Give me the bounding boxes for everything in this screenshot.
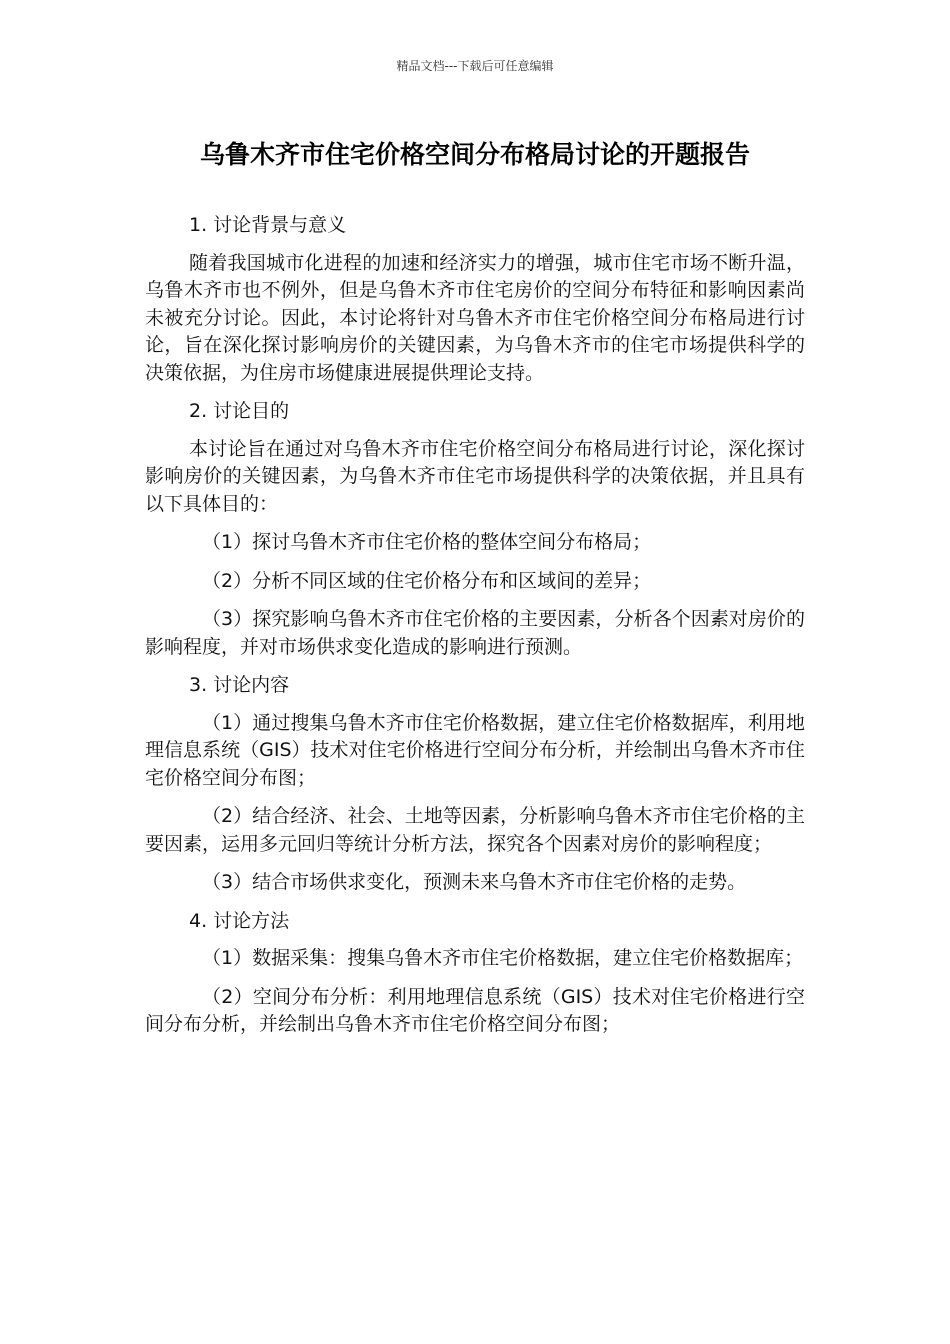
section-heading-content: 3. 讨论内容 — [189, 674, 290, 696]
list-item-purpose-3: （3）探究影响乌鲁木齐市住宅价格的主要因素，分析各个因素对房价的影响程度，并对市场供求变化造成的影响进行预测。 — [145, 608, 805, 658]
document-title: 乌鲁木齐市住宅价格空间分布格局讨论的开题报告 — [199, 140, 750, 169]
list-item-method-1: （1）数据采集：搜集乌鲁木齐市住宅价格数据，建立住宅价格数据库； — [202, 947, 804, 969]
list-item-method-2: （2）空间分布分析：利用地理信息系统（GIS）技术对住宅价格进行空间分布分析，并绘制出乌鲁木齐市住宅价格空间分布图； — [145, 985, 805, 1035]
list-item-content-1: （1）通过搜集乌鲁木齐市住宅价格数据，建立住宅价格数据库，利用地理信息系统（GIS）技术对住宅价格进行空间分布分析，并绘制出乌鲁木齐市住宅价格空间分布图； — [145, 711, 805, 789]
section-heading-background: 1. 讨论背景与意义 — [189, 214, 347, 236]
list-item-purpose-1: （1）探讨乌鲁木齐市住宅价格的整体空间分布格局； — [202, 531, 652, 553]
list-item-purpose-2: （2）分析不同区域的住宅价格分布和区域间的差异； — [202, 569, 652, 592]
section-heading-method: 4. 讨论方法 — [189, 909, 290, 932]
list-item-content-2: （2）结合经济、社会、土地等因素，分析影响乌鲁木齐市住宅价格的主要因素，运用多元回归等统计分析方法，探究各个因素对房价的影响程度； — [145, 805, 805, 855]
header-note: 精品文档---下载后可任意编辑 — [396, 59, 554, 73]
document-body — [145, 212, 805, 1050]
section-heading-purpose: 2. 讨论目的 — [189, 400, 290, 422]
paragraph-purpose: 本讨论旨在通过对乌鲁木齐市住宅价格空间分布格局进行讨论，深化探讨影响房价的关键因素，为乌鲁木齐市住宅市场提供科学的决策依据，并且具有以下具体目的： — [145, 437, 805, 515]
list-item-content-3: （3）结合市场供求变化，预测未来乌鲁木齐市住宅价格的走势。 — [202, 871, 747, 893]
paragraph-background: 随着我国城市化进程的加速和经济实力的增强，城市住宅市场不断升温，乌鲁木齐市也不例外，但是乌鲁木齐市住宅房价的空间分布特征和影响因素尚未被充分讨论。因此，本讨论将针对乌鲁木齐市住宅价格空间分布格局进行讨论，旨在深化探讨影响房价的关键因素，为乌鲁木齐市的住宅市场提供科学的决策依据，为住房市场健康进展提供理论支持。 — [145, 251, 805, 384]
